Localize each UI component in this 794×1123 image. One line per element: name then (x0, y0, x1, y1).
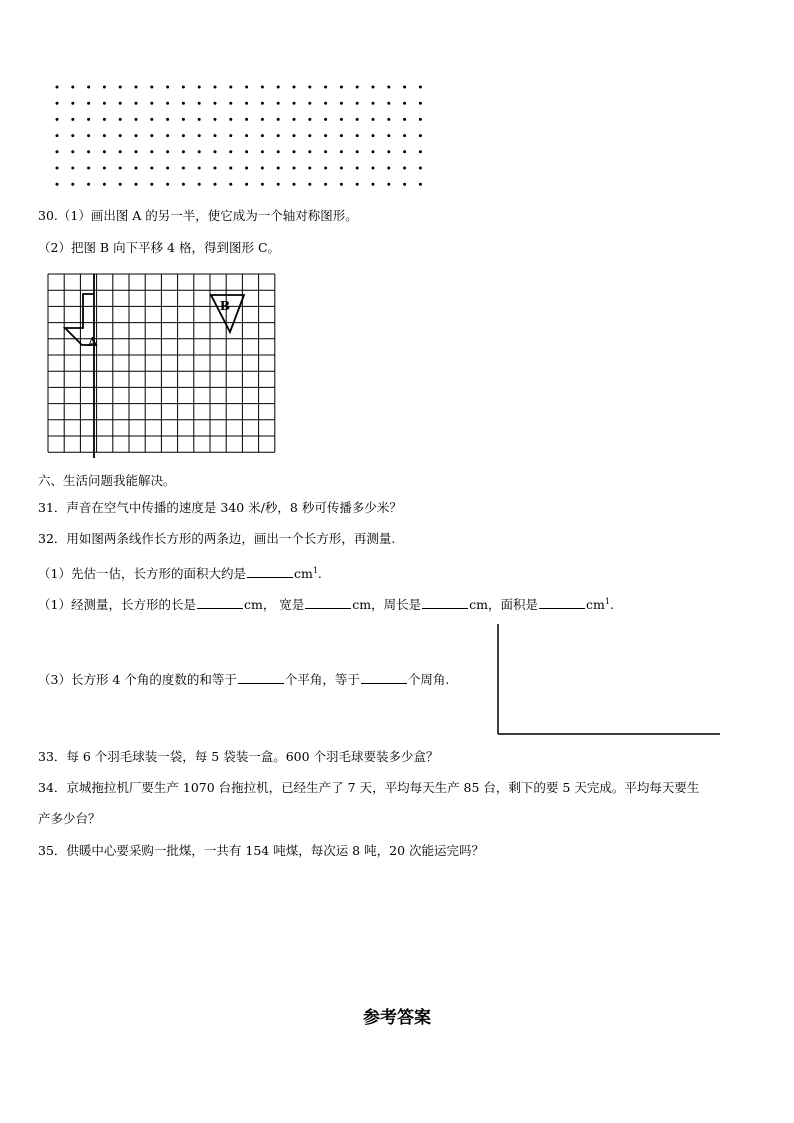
unit-cm: cm (586, 597, 605, 613)
grid-dot (324, 167, 327, 170)
grid-dot (324, 183, 327, 186)
grid-dot (229, 167, 232, 170)
grid-dot (356, 118, 359, 121)
grid-dot (372, 102, 375, 105)
grid-dot (293, 102, 296, 105)
q32-p3-straight: 个平角，等于 (284, 672, 360, 687)
grid-dot (387, 102, 390, 105)
grid-dot (119, 118, 122, 121)
grid-dot (229, 150, 232, 153)
grid-dot (135, 150, 138, 153)
grid-dot (150, 86, 153, 89)
superscript: 1 (312, 566, 318, 575)
grid-dot (308, 167, 311, 170)
grid-dot (71, 134, 74, 137)
grid-dot (293, 167, 296, 170)
grid-dot (119, 86, 122, 89)
answer-blank[interactable] (361, 671, 407, 684)
grid-dot (214, 118, 217, 121)
grid-dot (356, 86, 359, 89)
grid-dot (229, 134, 232, 137)
grid-dot (214, 167, 217, 170)
question-32-part-1 (38, 563, 322, 582)
grid-dot (245, 134, 248, 137)
grid-dot (229, 102, 232, 105)
q30-line-2: （2）把图 B 向下平移 4 格，得到图形 C。 (38, 240, 281, 255)
grid-dot (135, 134, 138, 137)
grid-dot (214, 183, 217, 186)
q32-p1-text: （1）先估一估，长方形的面积大约是 (38, 566, 246, 582)
grid-dot (387, 134, 390, 137)
grid-dot (419, 86, 422, 89)
grid-dot (372, 150, 375, 153)
grid-dot (87, 183, 90, 186)
grid-dot (198, 134, 201, 137)
grid-dot (419, 118, 422, 121)
grid-dot (277, 150, 280, 153)
grid-dot (135, 86, 138, 89)
grid-dot (387, 150, 390, 153)
grid-dot (182, 134, 185, 137)
square-grid-figure (44, 270, 284, 465)
question-32-part-3 (38, 671, 449, 688)
grid-dot (56, 134, 59, 137)
grid-dot (245, 118, 248, 121)
rectangle-sides-figure (494, 622, 724, 737)
question-33: 33．每 6 个羽毛球装一袋，每 5 袋装一盒。600 个羽毛球要装多少盒？ (38, 749, 439, 764)
grid-dot (340, 183, 343, 186)
grid-dot (119, 134, 122, 137)
section-6-heading: 六、生活问题我能解决。 (38, 473, 176, 488)
grid-dot (182, 150, 185, 153)
grid-dot (293, 150, 296, 153)
answer-blank[interactable] (539, 596, 585, 609)
grid-dot (277, 183, 280, 186)
grid-dot (372, 183, 375, 186)
grid-dot (245, 86, 248, 89)
answer-blank[interactable] (238, 671, 284, 684)
q32-p3-text: （3）长方形 4 个角的度数的和等于 (38, 672, 237, 687)
grid-dot (229, 86, 232, 89)
grid-dot (245, 102, 248, 105)
grid-dot (372, 118, 375, 121)
grid-dot (324, 134, 327, 137)
grid-dot (150, 183, 153, 186)
grid-dot (308, 102, 311, 105)
grid-dot (261, 183, 264, 186)
grid-dot (372, 167, 375, 170)
grid-dot (261, 167, 264, 170)
grid-dot (261, 134, 264, 137)
grid-dot (150, 167, 153, 170)
question-32: 32．用如图两条线作长方形的两条边，画出一个长方形，再测量. (38, 531, 396, 546)
grid-dot (71, 118, 74, 121)
grid-dot (387, 86, 390, 89)
grid-dot (214, 102, 217, 105)
grid-dot (277, 167, 280, 170)
grid-dot (71, 167, 74, 170)
grid-dot (103, 150, 106, 153)
grid-dot (356, 150, 359, 153)
superscript: 1 (604, 597, 610, 606)
grid-dot (135, 183, 138, 186)
grid-dot (419, 183, 422, 186)
grid-dot (87, 118, 90, 121)
unit-cm: cm (293, 566, 313, 582)
grid-dot (261, 86, 264, 89)
grid-dot (166, 150, 169, 153)
grid-dot (166, 134, 169, 137)
grid-dot (182, 183, 185, 186)
figure-b-label: B (219, 299, 231, 313)
grid-dot (87, 167, 90, 170)
grid-dot (419, 167, 422, 170)
grid-dot (56, 150, 59, 153)
q32-p2-text: （1）经测量，长方形的长是 (38, 597, 196, 613)
grid-dot (71, 102, 74, 105)
question-31: 31．声音在空气中传播的速度是 340 米/秒，8 秒可传播多少米？ (38, 500, 402, 515)
question-34-line-1: 34．京城拖拉机厂要生产 1070 台拖拉机，已经生产了 7 天，平均每天生产 85 台，剩下的要 5 天完成。平均每天要生 (38, 780, 700, 795)
grid-dot (198, 102, 201, 105)
question-32-part-2 (38, 594, 614, 613)
grid-dot (119, 167, 122, 170)
grid-dot (87, 102, 90, 105)
grid-dot (324, 86, 327, 89)
grid-dot (308, 118, 311, 121)
grid-dot (135, 167, 138, 170)
period: . (609, 597, 614, 613)
grid-dot (308, 150, 311, 153)
grid-dot (308, 86, 311, 89)
grid-dot (166, 86, 169, 89)
grid-dot (403, 118, 406, 121)
q32-p2-area: cm，面积是 (469, 597, 539, 613)
grid-dot (261, 150, 264, 153)
grid-dot (293, 118, 296, 121)
period: . (317, 566, 322, 582)
grid-dot (119, 150, 122, 153)
grid-dot (87, 134, 90, 137)
grid-dot (119, 183, 122, 186)
grid-dot (103, 134, 106, 137)
grid-dot (103, 183, 106, 186)
grid-dot (150, 102, 153, 105)
grid-dot (135, 118, 138, 121)
grid-dot (71, 86, 74, 89)
grid-dot (214, 150, 217, 153)
q32-p3-full: 个周角. (407, 672, 450, 687)
grid-dot (277, 118, 280, 121)
grid-dot (403, 183, 406, 186)
grid-dot (56, 183, 59, 186)
grid-dot (419, 134, 422, 137)
grid-dot (229, 183, 232, 186)
grid-dot (198, 86, 201, 89)
grid-dot (324, 118, 327, 121)
grid-dot (419, 102, 422, 105)
grid-dot (87, 150, 90, 153)
grid-dot (103, 86, 106, 89)
grid-dot (277, 134, 280, 137)
answer-blank[interactable] (197, 596, 243, 609)
grid-lines (48, 274, 275, 452)
grid-dot (182, 86, 185, 89)
grid-dot (245, 183, 248, 186)
grid-dot (340, 150, 343, 153)
grid-dot (387, 118, 390, 121)
grid-dot (135, 102, 138, 105)
grid-dot (340, 118, 343, 121)
grid-dot (419, 150, 422, 153)
answer-blank[interactable] (422, 596, 468, 609)
grid-dot (103, 102, 106, 105)
grid-dot (103, 118, 106, 121)
grid-dot (261, 102, 264, 105)
q32-p2-perimeter: cm，周长是 (352, 597, 422, 613)
grid-dot (182, 118, 185, 121)
question-35: 35．供暖中心要采购一批煤，一共有 154 吨煤，每次运 8 吨，20 次能运完吗？ (38, 843, 484, 858)
grid-dot (293, 86, 296, 89)
grid-dot (166, 118, 169, 121)
figure-a-label: A (88, 335, 98, 349)
grid-dot (166, 102, 169, 105)
grid-dot (119, 102, 122, 105)
grid-dot (214, 86, 217, 89)
grid-dot (387, 167, 390, 170)
grid-dot (56, 118, 59, 121)
grid-dot (403, 150, 406, 153)
grid-dot (277, 102, 280, 105)
grid-dot (403, 134, 406, 137)
grid-dot (150, 118, 153, 121)
grid-dot (372, 86, 375, 89)
q30-line-1: 30.（1）画出图 A 的另一半，使它成为一个轴对称图形。 (38, 208, 358, 223)
grid-dot (340, 134, 343, 137)
answer-blank[interactable] (247, 565, 293, 578)
grid-dot (103, 167, 106, 170)
grid-dot (356, 183, 359, 186)
grid-dot (340, 102, 343, 105)
grid-dot (56, 102, 59, 105)
grid-dot (150, 134, 153, 137)
answer-key-title: 参考答案 (363, 1008, 431, 1028)
grid-dot (372, 134, 375, 137)
grid-dot (340, 167, 343, 170)
dot-grid (40, 78, 440, 198)
grid-dot (166, 167, 169, 170)
grid-dot (324, 150, 327, 153)
grid-dot (403, 167, 406, 170)
grid-dot (403, 102, 406, 105)
grid-dot (356, 102, 359, 105)
grid-dot (198, 150, 201, 153)
grid-dot (166, 183, 169, 186)
grid-dot (182, 167, 185, 170)
grid-dot (387, 183, 390, 186)
grid-dot (198, 167, 201, 170)
grid-dot (403, 86, 406, 89)
grid-dot (261, 118, 264, 121)
grid-dot (150, 150, 153, 153)
grid-dot (71, 183, 74, 186)
grid-dot (356, 134, 359, 137)
grid-dot (71, 150, 74, 153)
grid-dot (198, 118, 201, 121)
q32-p2-width: cm， 宽是 (243, 597, 305, 613)
grid-dot (87, 86, 90, 89)
grid-dot (214, 134, 217, 137)
grid-dot (356, 167, 359, 170)
question-34-line-2: 产多少台？ (38, 811, 101, 826)
answer-blank[interactable] (305, 596, 351, 609)
grid-dot (229, 118, 232, 121)
grid-dot (245, 167, 248, 170)
grid-dot (182, 102, 185, 105)
grid-dot (308, 183, 311, 186)
grid-dot (277, 86, 280, 89)
grid-dot (340, 86, 343, 89)
grid-dot (293, 134, 296, 137)
grid-dot (56, 86, 59, 89)
grid-dot (324, 102, 327, 105)
grid-dot (293, 183, 296, 186)
grid-dot (308, 134, 311, 137)
grid-dot (198, 183, 201, 186)
grid-dot (56, 167, 59, 170)
grid-dot (245, 150, 248, 153)
